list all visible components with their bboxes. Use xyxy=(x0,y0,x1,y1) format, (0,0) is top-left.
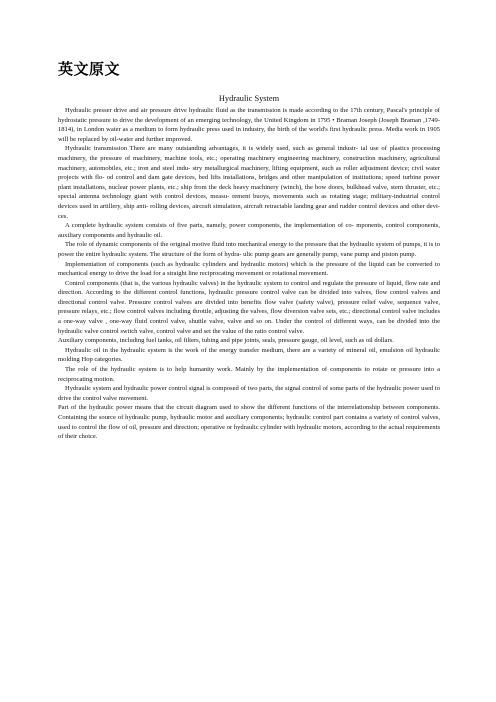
paragraph-3: A complete hydraulic system consists of five parts, namely, power components, the implementation of co- mponents, control components, auxiliary components and hydraulic oil. xyxy=(58,222,440,239)
document-title: Hydraulic System xyxy=(218,94,280,103)
paragraph-9: The role of the hydraulic system is to help humanity work. Mainly by the implementation of components to rotate or pressure into a reciprocating motion. xyxy=(58,366,440,383)
paragraph-10: Hydraulic system and hydraulic power control signal is composed of two parts, the signal control of some parts of the hydraulic power used to drive the control valve movement. xyxy=(58,385,440,402)
paragraph-5: Implementation of components (such as hydraulic cylinders and hydraulic motors) which is the pressure of the liquid can be converted to mechanical energy to drive the load for a straight line reciprocating movement or rotational movement. xyxy=(58,260,440,278)
paragraph-6: Control components (that is, the various hydraulic valves) in the hydraulic system to control and regulate the pressure of liquid, flow rate and direction. According to the different control functions, hydraulic pressure control valve can be divided into valves, flow control valves and directional control valve. Pressure control valves are divided into benefits flow valve (safety valve), pressure relief valve, sequence valve, pressure relays, etc.; flow control valves including throttle, adjusting the valves, flow diversion valve sets, etc.; directional control valve includes a one-way valve , one-way fluid control valve, shuttle valve, valve and so on. Under the control of different ways, can be divided into the hydraulic valve control switch valve, control valve and set the value of the ratio control valve. xyxy=(58,279,440,335)
paragraph-7: Auxiliary components, including fuel tanks, oil filters, tubing and pipe joints, seals, pressure gauge, oil level, such as oil dollars. xyxy=(58,337,394,345)
section-heading: 英文原文 xyxy=(58,60,121,78)
paragraph-2: Hydraulic transmission There are many outstanding advantages, it is widely used, such as general industr- ial use of plastics processing machinery, the pressure of machinery, machine tools, etc.; operating machinery engineering machinery, construction machinery, agricultural machinery, automobiles, etc.; iron and steel indu- stry metallurgical machinery, lifting equipment, such as roller adjustment device; civil water projects with flo- od control and dam gate devices, bed lifts installations, bridges and other manipulation of institutions; speed turbine power plant installations, nuclear power plants, etc.; ship from the deck heavy machinery (winch), the bow doors, bulkhead valve, stern thruster, etc.; special antenna technology giant with control devices, measu- rement buoys, movements such as rotating stage; military-industrial control devices used in artillery, ship anti- rolling devices, aircraft simulation, aircraft retractable landing gear and rudder control devices and other devi- ces. xyxy=(58,145,440,220)
paragraph-8: Hydraulic oil in the hydraulic system is the work of the energy transfer medium, there are a variety of mineral oil, emulsion oil hydraulic molding Hop categories. xyxy=(58,346,440,364)
paragraph-11: Part of the hydraulic power means that the circuit diagram used to show the different functions of the interrelationship between components. Containing the source of hydraulic pump, hydraulic motor and auxiliary components; hydraulic control part contains a variety of control valves, used to control the flow of oil, pressure and direction; operative or hydraulic cylinder with hydraulic motors, according to the actual requirements of their choice. xyxy=(58,404,440,441)
paragraph-1: Hydraulic presser drive and air pressure drive hydraulic fluid as the transmission is made according to the 17th century, Pascal's principle of hydrostatic pressure to drive the development of an emerging technology, the United Kingdom in 1795 • Braman Joseph (Joseph Braman ,1749-1814), in London water as a medium to form hydraulic press used in industry, the birth of the world's first hydraulic press. Media work in 1905 will be replaced by oil-water and further improved. xyxy=(58,107,440,143)
document-body xyxy=(58,106,440,442)
paragraph-4: The role of dynamic components of the original motive fluid into mechanical energy to the pressure that the hydraulic system of pumps, it is to power the entire hydraulic system. The structure of the form of hydra- ulic pump gears are generally pump, vane pump and piston pump. xyxy=(58,241,440,258)
